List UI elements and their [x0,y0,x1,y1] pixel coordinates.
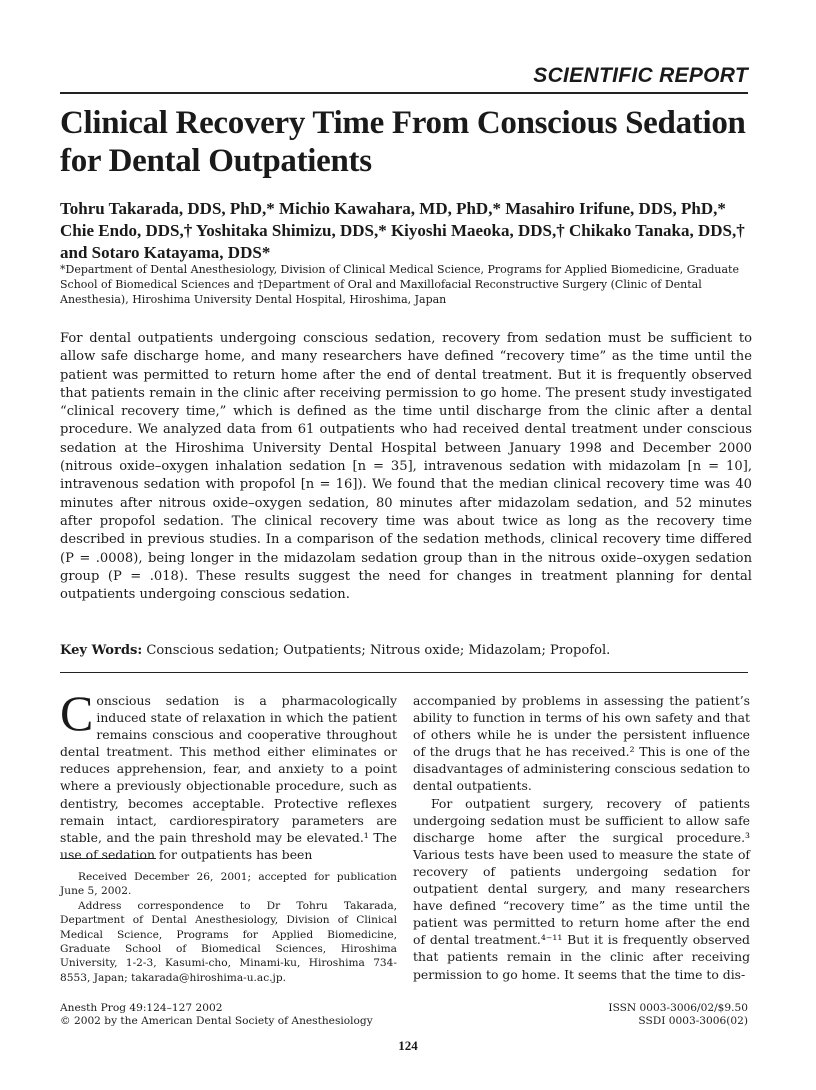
author-list: Tohru Takarada, DDS, PhD,* Michio Kawahara, MD, PhD,* Masahiro Irifune, DDS, PhD,* Chie Endo, DDS,† Yoshitaka Shimizu, DDS,* Kiyoshi Maeoka, DDS,† Chikako Tanaka, DDS,† and Sotaro Katayama, DDS* [60,199,745,262]
footnote-rule [60,858,156,859]
body-column-right [413,692,750,983]
abstract: For dental outpatients undergoing conscious sedation, recovery from sedation must be sufficient to allow safe discharge home, and many researchers have defined “recovery time” as the time until the patient was permitted to return home after the end of dental treatment. But it is frequently observed that patients remain in the clinic after receiving permission to go home. The present study investigated “clinical recovery time,” which is defined as the time until discharge from the clinic after a dental procedure. We analyzed data from 61 outpatients who had received dental treatment under conscious sedation at the Hiroshima University Dental Hospital between January 1998 and December 2000 (nitrous oxide–oxygen inhalation sedation [n = 35], intravenous sedation with midazolam [n = 10], intravenous sedation with propofol [n = 16]). We found that the median clinical recovery time was 40 minutes after nitrous oxide–oxygen sedation, 80 minutes after midazolam sedation, and 52 minutes after propofol sedation. The clinical recovery time was about twice as long as the recovery time described in previous studies. In a comparison of the sedation methods, clinical recovery time differed (P = .0008), being longer in the midazolam sedation group than in the nitrous oxide–oxygen sedation group (P = .018). These results suggest the need for changes in treatment planning for dental outpatients undergoing conscious sedation. [60,331,752,603]
footnotes [60,870,397,985]
affiliations: *Department of Dental Anesthesiology, Division of Clinical Medical Science, Programs for Applied Biomedicine, Graduate School of Biomedical Sciences and †Department of Oral and Maxillofacial Reconstructive Surgery (Clinic of Dental Anesthesia), Hiroshima University Dental Hospital, Hiroshima, Japan [60,263,739,306]
intro-text: onscious sedation is a pharmacologically induced state of relaxation in which the patient remains conscious and cooperative throughout dental treatment. This method either eliminates or reduces apprehension, fear, and anxiety to a point where a previously objectionable procedure, such as dentistry, becomes acceptable. Protective reflexes remain intact, cardiorespiratory parameters are stable, and the pain threshold may be elevated.¹ The use of sedation for outpatients has been [60,693,397,862]
section-label: SCIENTIFIC REPORT [533,64,748,87]
body-paragraph: For outpatient surgery, recovery of patients undergoing sedation must be sufficient to allow safe discharge home after the surgical procedure.³ Various tests have been used to measure the state of recovery of patients undergoing sedation for outpatient dental surgery, and many researchers have defined “recovery time” as the time until the patient was permitted to return home after the end of dental treatment.⁴⁻¹¹ But it is frequently observed that patients remain in the clinic after receiving permission to go home. It seems that the time to dis- [413,795,750,982]
issn-block [608,1002,748,1028]
journal-citation: Anesth Prog 49:124–127 2002 [60,1002,223,1014]
header-rule [60,92,748,94]
body-paragraph: accompanied by problems in assessing the patient’s ability to function in terms of his own safety and that of others while he is under the persistent influence of the drugs that he has received.² This is one of the disadvantages of administering conscious sedation to dental outpatients. [413,693,750,794]
ssdi: SSDI 0003-3006(02) [638,1015,748,1027]
keywords-label: Key Words: [60,643,143,658]
article-title: Clinical Recovery Time From Conscious Sedation for Dental Outpatients [60,105,746,179]
keywords-list: Conscious sedation; Outpatients; Nitrous oxide; Midazolam; Propofol. [146,643,611,658]
intro-paragraph [60,685,397,863]
page-number: 124 [398,1038,418,1053]
copyright: © 2002 by the American Dental Society of Anesthesiology [60,1015,373,1027]
body-column-left [60,685,397,863]
journal-citation-block [60,1002,373,1028]
received-note: Received December 26, 2001; accepted for publication June 5, 2002. [60,871,397,898]
drop-cap: C [60,685,94,741]
keywords [60,642,760,660]
issn: ISSN 0003-3006/02/$9.50 [608,1002,748,1014]
correspondence-note: Address correspondence to Dr Tohru Takarada, Department of Dental Anesthesiology, Division of Clinical Medical Science, Programs for Applied Biomedicine, Graduate School of Biomedical Sciences, Hiroshima University, 1-2-3, Kasumi-cho, Minami-ku, Hiroshima 734-8553, Japan; takarada@hiroshima-u.ac.jp. [60,899,397,984]
section-divider [60,672,748,673]
